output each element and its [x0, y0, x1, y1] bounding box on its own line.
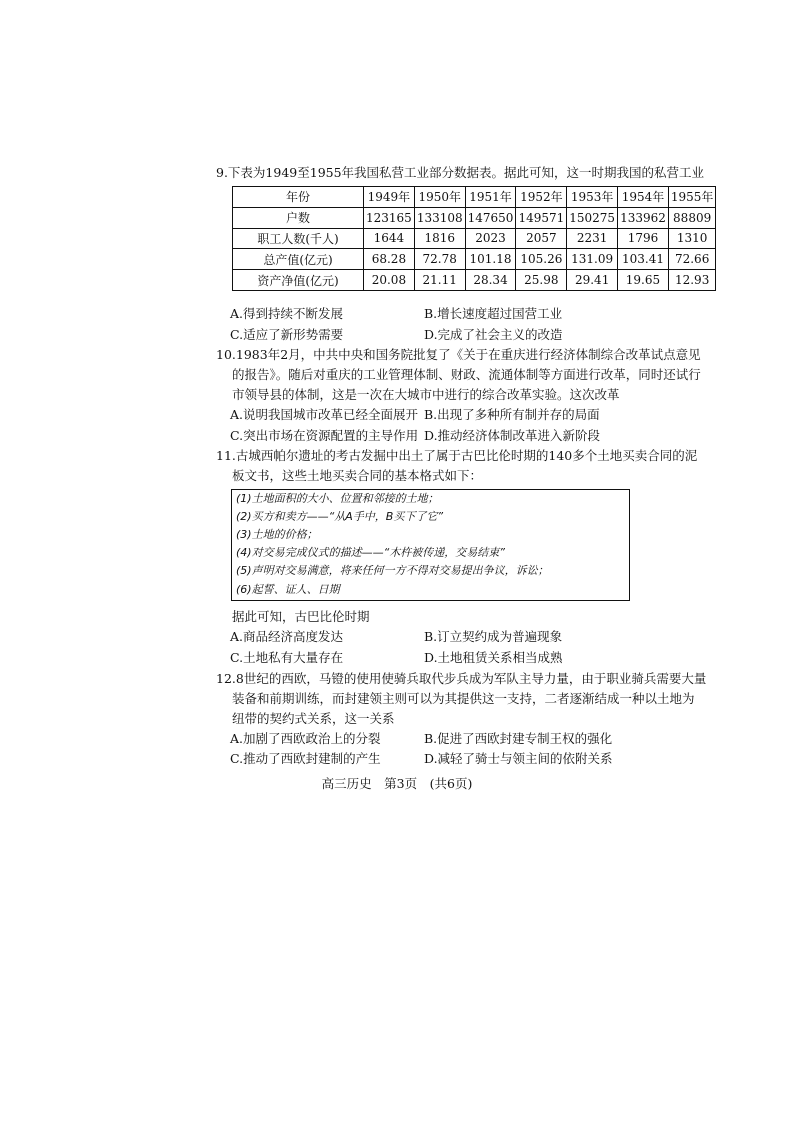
q10-option-b: B.出现了多种所有制并存的局面: [424, 407, 600, 422]
table-cell: 19.65: [618, 270, 669, 291]
table-cell: 101.18: [465, 249, 516, 270]
table-cell: 105.26: [516, 249, 567, 270]
table-cell: 12.93: [668, 270, 716, 291]
table-year: 1950年: [414, 187, 465, 208]
q9-option-b: B.增长速度超过国营工业: [424, 306, 563, 321]
q10-option-a: A.说明我国城市改革已经全面展开: [230, 407, 419, 422]
q9-option-d: D.完成了社会主义的改造: [424, 327, 563, 342]
table-cell: 72.66: [668, 249, 716, 270]
q11-option-d: D.土地租赁关系相当成熟: [424, 650, 563, 665]
table-cell: 88809: [668, 207, 716, 228]
table-cell: 133962: [618, 207, 669, 228]
q11-stem-line: 板文书，这些土地买卖合同的基本格式如下：: [232, 468, 483, 483]
contract-item: (2)买方和卖方——“从A手中，B买下了它”: [236, 510, 444, 523]
table-cell: 25.98: [516, 270, 567, 291]
table-year: 1951年: [465, 187, 516, 208]
q10-stem-line: 市领导县的体制，这是一次在大城市中进行的综合改革实验。这次改革: [232, 387, 620, 402]
q10-option-d: D.推动经济体制改革进入新阶段: [424, 428, 601, 443]
table-cell: 1644: [364, 228, 415, 249]
table-year: 1953年: [567, 187, 618, 208]
q12-stem-line: 装备和前期训练，而封建领主则可以为其提供这一支持，二者逐渐结成一种以土地为: [232, 691, 695, 706]
table-cell: 72.78: [414, 249, 465, 270]
table-cell: 147650: [465, 207, 516, 228]
table-cell: 29.41: [567, 270, 618, 291]
table-row-label: 职工人数(千人): [233, 228, 364, 249]
q10-option-c: C.突出市场在资源配置的主导作用: [230, 428, 419, 443]
q9-stem: 9.下表为1949至1955年我国私营工业部分数据表。据此可知，这一时期我国的私营工业: [216, 165, 705, 180]
table-year: 1949年: [364, 187, 415, 208]
table-row: [233, 270, 716, 291]
table-year: 1952年: [516, 187, 567, 208]
q11-after-text: 据此可知，古巴比伦时期: [232, 609, 370, 624]
table-cell: 1816: [414, 228, 465, 249]
table-cell: 2023: [465, 228, 516, 249]
table-cell: 68.28: [364, 249, 415, 270]
table-row-label: 户数: [233, 207, 364, 228]
q12-option-a: A.加剧了西欧政治上的分裂: [230, 731, 381, 746]
table-cell: 28.34: [465, 270, 516, 291]
table-cell: 149571: [516, 207, 567, 228]
contract-item: (3)土地的价格；: [236, 528, 318, 541]
q11-stem-line: 11.古城西帕尔遗址的考古发掘中出土了属于古巴比伦时期的140多个土地买卖合同的泥: [216, 448, 698, 463]
q9-option-c: C.适应了新形势需要: [230, 327, 344, 342]
table-cell: 103.41: [618, 249, 669, 270]
table-row: [233, 207, 716, 228]
contract-item: (1)土地面积的大小、位置和邻接的土地；: [236, 492, 439, 505]
private-industry-table: [232, 186, 716, 291]
table-header-row: [233, 187, 716, 208]
table-row-label: 资产净值(亿元): [233, 270, 364, 291]
table-row-label: 总产值(亿元): [233, 249, 364, 270]
q10-stem-line: 10.1983年2月，中共中央和国务院批复了《关于在重庆进行经济体制综合改革试点意见: [216, 347, 701, 362]
q12-option-c: C.推动了西欧封建制的产生: [230, 751, 381, 766]
q10-stem-line: 的报告》。随后对重庆的工业管理体制、财政、流通体制等方面进行改革，同时还试行: [232, 367, 701, 382]
table-cell: 1310: [668, 228, 716, 249]
contract-format-box: [231, 489, 630, 601]
table-cell: 131.09: [567, 249, 618, 270]
table-cell: 1796: [618, 228, 669, 249]
table-cell: 150275: [567, 207, 618, 228]
q11-option-a: A.商品经济高度发达: [230, 629, 344, 644]
table-row: [233, 228, 716, 249]
q12-stem-line: 12.8世纪的西欧，马镫的使用使骑兵取代步兵成为军队主导力量，由于职业骑兵需要大量: [216, 671, 707, 686]
contract-item: (5)声明对交易满意，将来任何一方不得对交易提出争议，诉讼；: [236, 564, 549, 577]
table-cell: 20.08: [364, 270, 415, 291]
q11-option-c: C.土地私有大量存在: [230, 650, 344, 665]
table-year: 1954年: [618, 187, 669, 208]
contract-item: (4)对交易完成仪式的描述——“木杵被传递，交易结束”: [236, 546, 505, 559]
q9-option-a: A.得到持续不断发展: [230, 306, 344, 321]
table-cell: 21.11: [414, 270, 465, 291]
table-header-label: 年份: [233, 187, 364, 208]
table-cell: 133108: [414, 207, 465, 228]
q12-stem-line: 纽带的契约式关系，这一关系: [232, 711, 395, 726]
page-footer: 高三历史 第3页 (共6页): [321, 776, 473, 791]
table-cell: 2057: [516, 228, 567, 249]
table-year: 1955年: [668, 187, 716, 208]
q11-option-b: B.订立契约成为普遍现象: [424, 629, 563, 644]
contract-item: (6)起誓、证人、日期: [236, 583, 340, 596]
table-cell: 2231: [567, 228, 618, 249]
q12-option-d: D.减轻了骑士与领主间的依附关系: [424, 751, 613, 766]
table-row: [233, 249, 716, 270]
table-cell: 123165: [364, 207, 415, 228]
q12-option-b: B.促进了西欧封建专制王权的强化: [424, 731, 613, 746]
